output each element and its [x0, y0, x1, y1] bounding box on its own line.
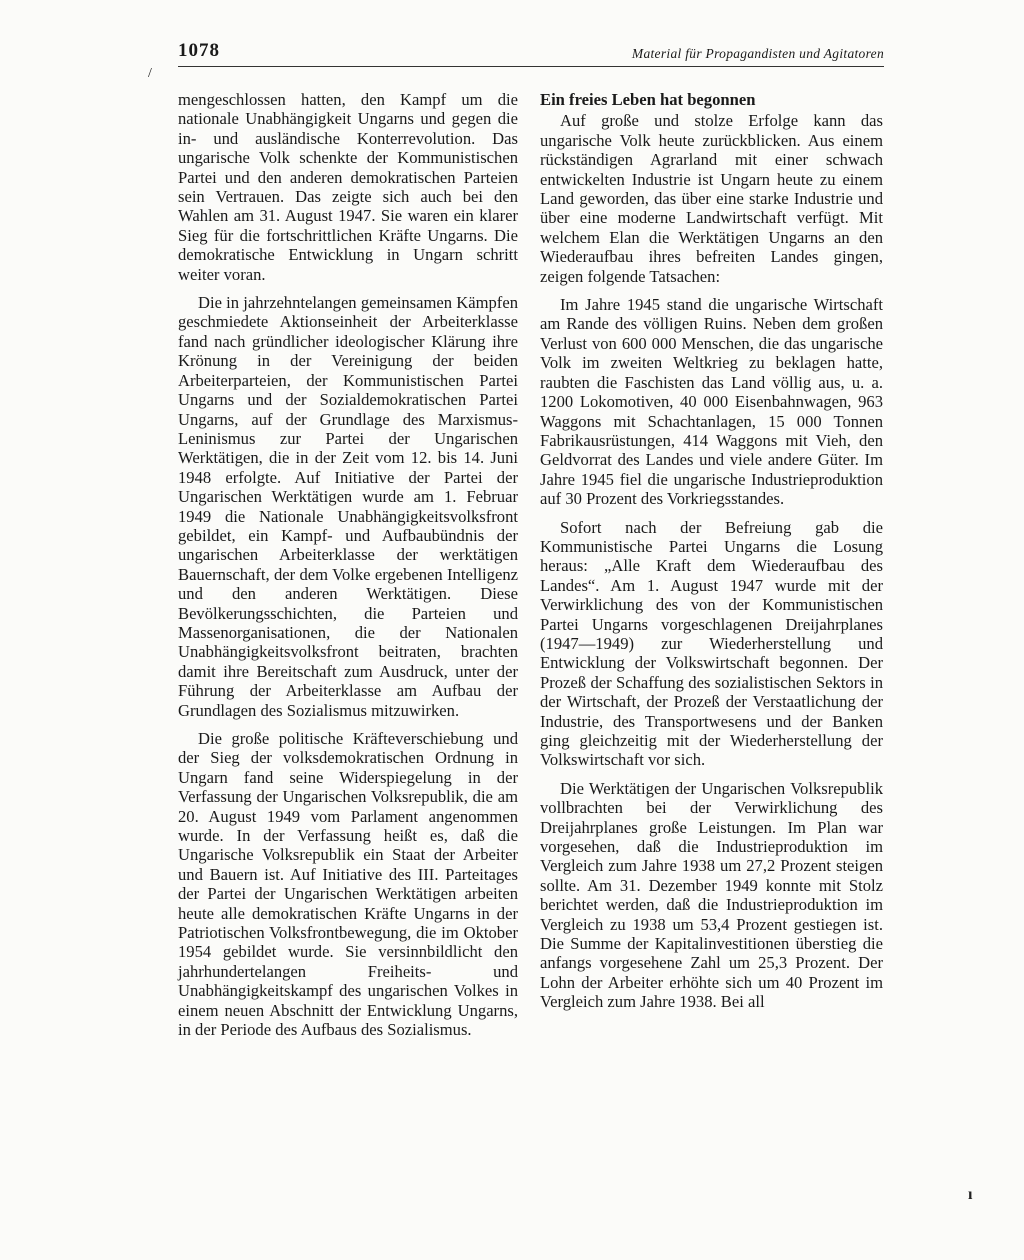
right-column	[540, 90, 883, 1021]
margin-dot-icon: ı	[968, 1186, 973, 1203]
page-number: 1078	[178, 40, 220, 61]
running-head: Material für Propagandisten und Agitatoren	[631, 46, 884, 61]
paragraph: Sofort nach der Befreiung gab die Kommunistische Partei Ungarns die Losung heraus: „Alle Kraft dem Wiederaufbau des Landes“. Am 1. August 1947 wurde mit der Verwirklichung des von der Kommunistischen Partei Ungarns vorgeschlagenen Dreijahrplanes (1947—1949) zur Wiederherstellung und Entwicklung der Volkswirtschaft begonnen. Der Prozeß der Schaffung des sozialistischen Sektors in der Wirtschaft, der Prozeß der Verstaatlichung der Industrie, des Transportwesens und der Banken ging gleichzeitig mit der Wiederherstellung der Volkswirtschaft vor sich.	[540, 517, 883, 770]
section-heading: Ein freies Leben hat begonnen	[540, 90, 756, 109]
header-rule	[178, 66, 884, 67]
paragraph: Im Jahre 1945 stand die ungarische Wirtschaft am Rande des völligen Ruins. Neben dem großen Verlust von 600 000 Menschen, die das ungarische Volk im zweiten Weltkrieg zu beklagen hatte, raubten die Faschisten das Land völlig aus, u. a. 1200 Lokomotiven, 40 000 Eisenbahnwagen, 963 Waggons mit Schachtanlagen, 15 000 Tonnen Fabrikausrüstungen, 414 Waggons mit Vieh, den Geldvorrat des Landes und viele andere Güter. Im Jahre 1945 fiel die ungarische Industrieproduktion auf 30 Prozent des Vorkriegsstandes.	[540, 295, 883, 509]
paragraph: Die Werktätigen der Ungarischen Volksrepublik vollbrachten bei der Verwirklichung des Dreijahrplanes große Leistungen. Im Plan war vorgesehen, daß die Industrieproduktion im Vergleich zum Jahre 1938 um 27,2 Prozent steigen sollte. Am 31. Dezember 1949 konnte mit Stolz berichtet werden, daß die Industrieproduktion im Vergleich zu 1938 um 53,4 Prozent gestiegen ist. Die Summe der Kapitalinvestitionen überstieg die anfangs vorgesehene Zahl um 25,3 Prozent. Der Lohn der Arbeiter erhöhte sich um 40 Prozent im Vergleich zum Jahre 1938. Bei all	[540, 778, 883, 1012]
paragraph: mengeschlossen hatten, den Kampf um die nationale Unabhängigkeit Ungarns und gegen die in- und ausländische Konterrevolution. Das ungarische Volk schenkte der Kommunistischen Partei und den anderen demokratischen Parteien sein Vertrauen. Das zeigte sich auch bei den Wahlen am 31. August 1947. Sie waren ein klarer Sieg für die fortschrittlichen Kräfte Ungarns. Die demokratische Entwicklung in Ungarn schritt weiter voran.	[178, 90, 518, 284]
paragraph: Die große politische Kräfteverschiebung und der Sieg der volksdemokratischen Ordnung in Ungarn fand seine Widerspiegelung in der Verfassung der Ungarischen Volksrepublik, die am 20. August 1949 vom Parlament angenommen wurde. In der Verfassung heißt es, daß die Ungarische Volksrepublik ein Staat der Arbeiter und Bauern ist. Auf Initiative des III. Parteitages der Partei der Ungarischen Werktätigen arbeiten heute alle demokratischen Kräfte Ungarns in der Patriotischen Volksfrontbewegung, die im Oktober 1954 gebildet wurde. Sie versinnbildlicht den jahrhundertelangen Freiheits- und Unabhängigkeitskampf des ungarischen Volkes in einem neuen Abschnitt der Entwicklung Ungarns, in der Periode des Aufbaus des Sozialismus.	[178, 729, 518, 1040]
left-column	[178, 90, 518, 1049]
margin-mark-icon: /	[148, 66, 152, 81]
paragraph: Auf große und stolze Erfolge kann das ungarische Volk heute zurückblicken. Aus einem rückständigen Agrarland mit einer schwach entwickelten Industrie ist Ungarn heute zu einem Land geworden, das über eine starke Industrie und über eine moderne Landwirtschaft verfügt. Mit welchem Elan die Werktätigen Ungarns an den Wiederaufbau ihres befreiten Landes gingen, zeigen folgende Tatsachen:	[540, 111, 883, 286]
paragraph: Die in jahrzehntelangen gemeinsamen Kämpfen geschmiedete Aktionseinheit der Arbeiterklasse fand nach gründlicher ideologischer Klärung ihre Krönung in der Vereinigung der beiden Arbeiterparteien, der Kommunistischen Partei Ungarns und der Sozialdemokratischen Partei Ungarns, auf der Grundlage des Marxismus-Leninismus zur Partei der Ungarischen Werktätigen, die in der Zeit vom 12. bis 14. Juni 1948 erfolgte. Auf Initiative der Partei der Ungarischen Werktätigen wurde am 1. Februar 1949 die Nationale Unabhängigkeitsvolksfront gebildet, ein Kampf- und Aufbaubündnis der ungarischen Arbeiterklasse der werktätigen Bauernschaft, der dem Volke ergebenen Intelligenz und den anderen Werktätigen. Diese Bevölkerungsschichten, die Parteien und Massenorganisationen, die der Nationalen Unabhängigkeitsvolksfront beitraten, brachten damit ihre Bereitschaft zum Ausdruck, unter der Führung der Arbeiterklasse am Aufbau der Grundlagen des Sozialismus mitzuwirken.	[178, 293, 518, 720]
